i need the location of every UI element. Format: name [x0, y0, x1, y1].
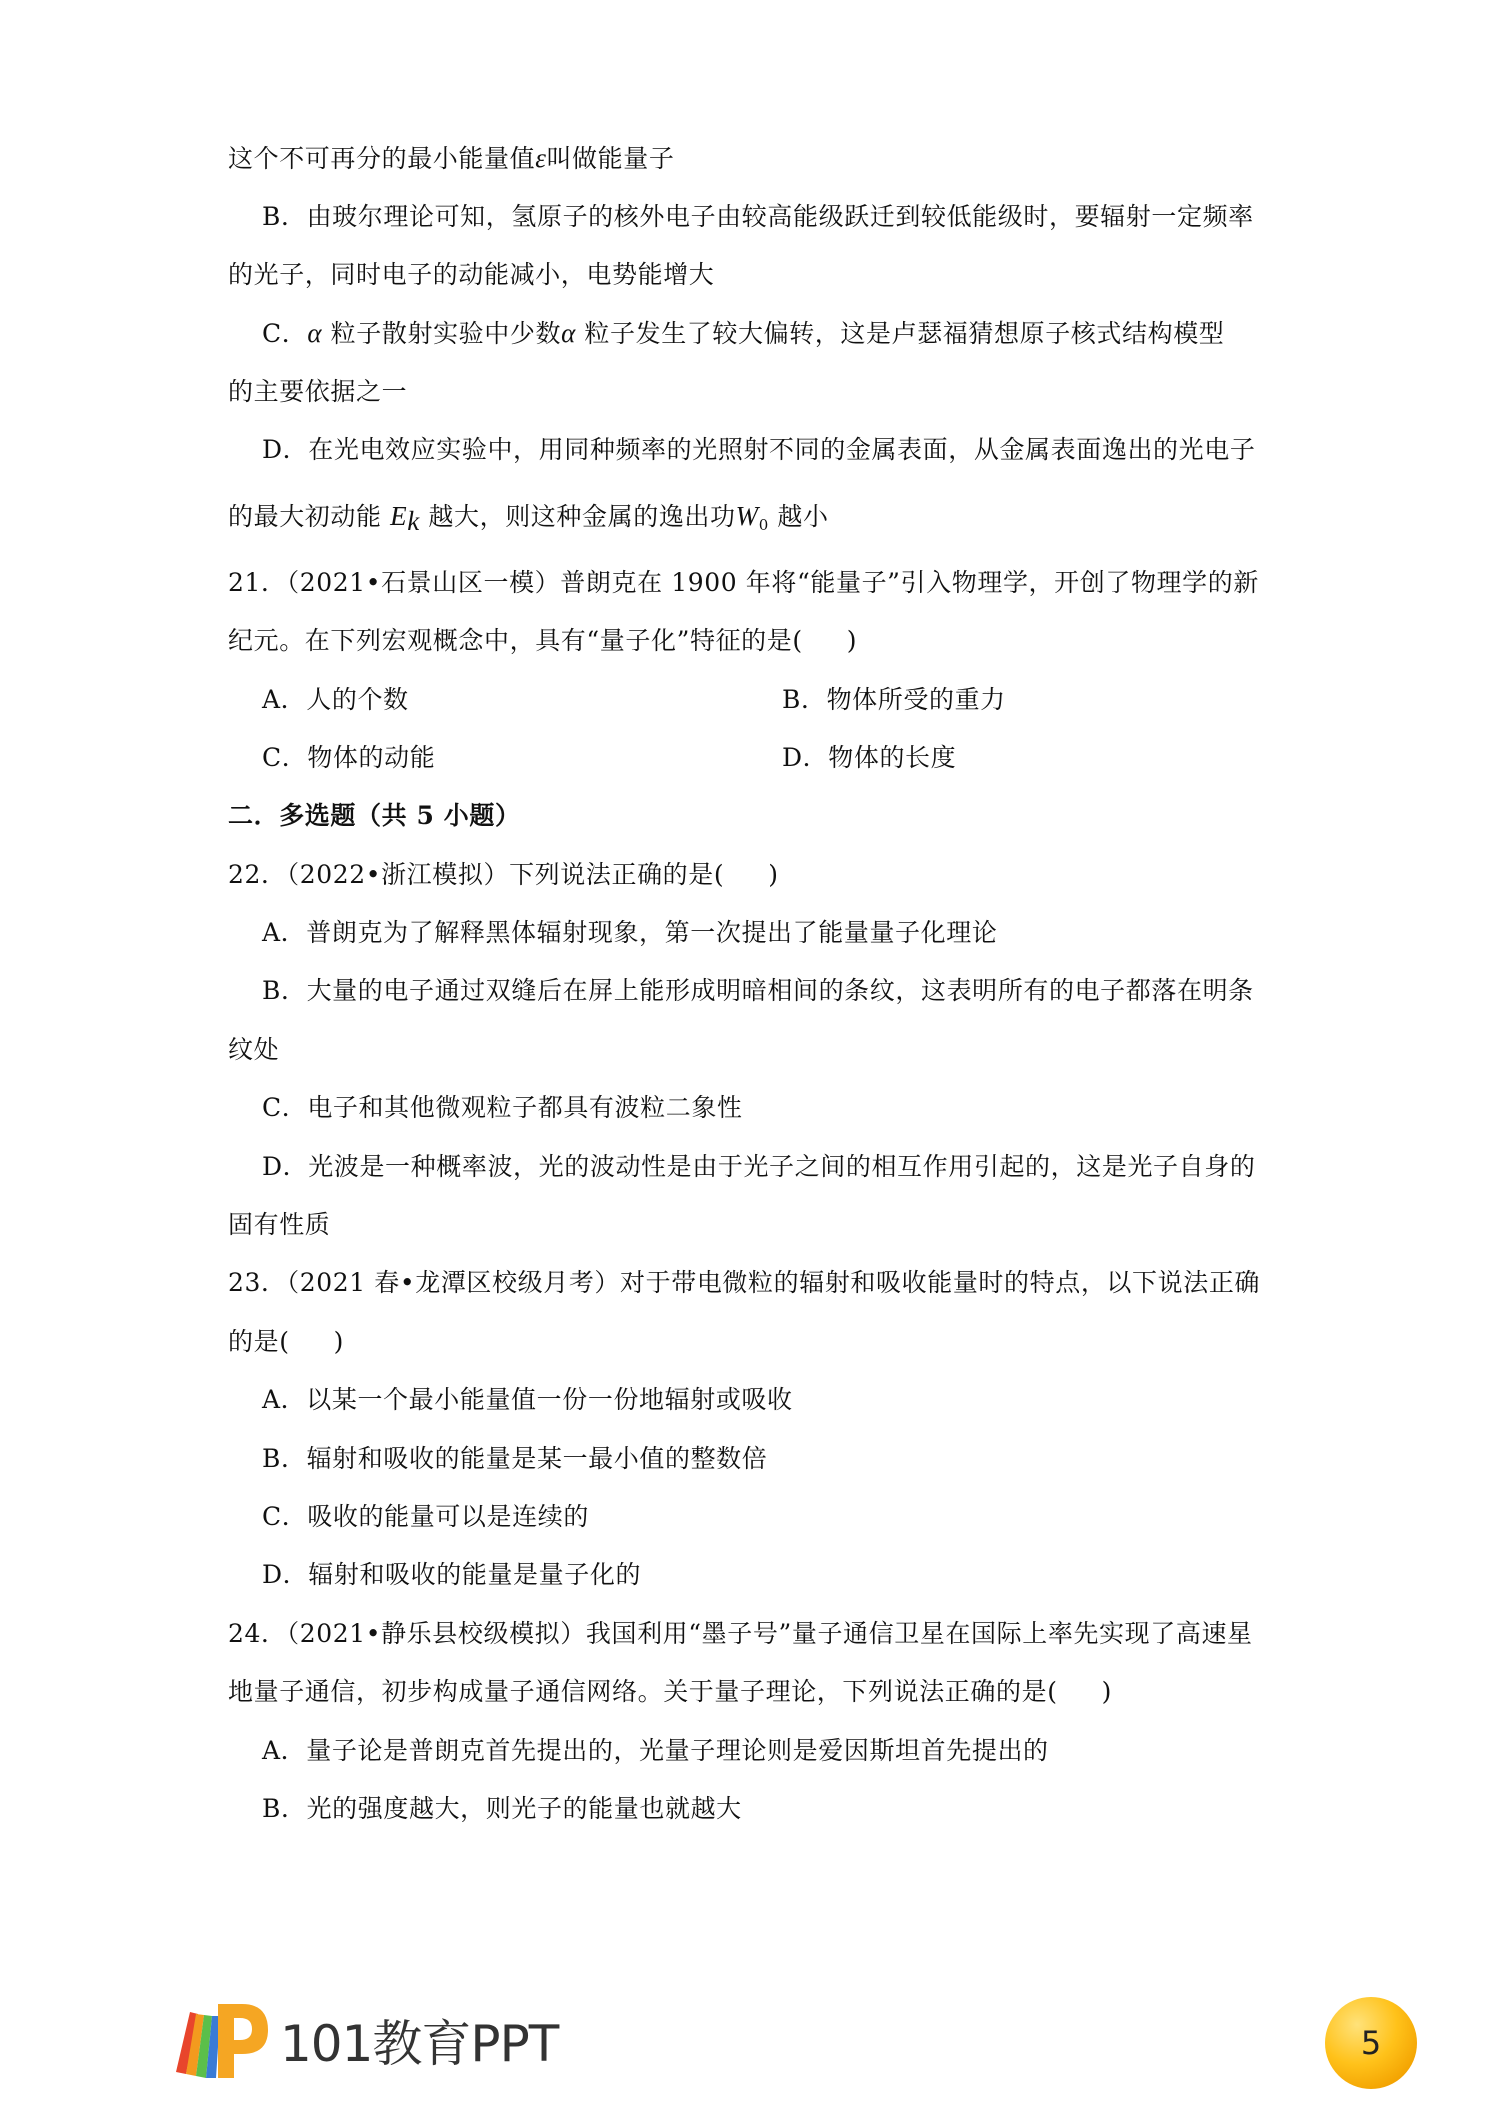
question-23-stem: 的是( ): [228, 1327, 344, 1356]
question-24-stem: 地量子通信，初步构成量子通信网络。关于量子理论，下列说法正确的是( ): [228, 1677, 1112, 1706]
question-21-option-c: C．物体的动能: [262, 743, 436, 772]
question-24-option-b: B．光的强度越大，则光子的能量也就越大: [262, 1794, 742, 1823]
question-22-stem: 22．（2022•浙江模拟）下列说法正确的是( ): [228, 860, 779, 889]
text-line: 这个不可再分的最小能量值ε叫做能量子: [228, 143, 675, 173]
question-22-option-d: D．光波是一种概率波，光的波动性是由于光子之间的相互作用引起的，这是光子自身的: [262, 1152, 1256, 1181]
option-d-line: D．在光电效应实验中，用同种频率的光照射不同的金属表面，从金属表面逸出的光电子: [262, 435, 1256, 464]
page-number-badge: [1325, 1997, 1417, 2089]
section-heading: 二．多选题（共 5 小题）: [228, 801, 521, 830]
question-21-stem: 纪元。在下列宏观概念中，具有“量子化”特征的是( ): [228, 626, 858, 655]
logo-p-icon: [168, 1994, 278, 2084]
option-b-line: B．由玻尔理论可知，氢原子的核外电子由较高能级跃迁到较低能级时，要辐射一定频率: [262, 202, 1254, 231]
question-21-option-b: B．物体所受的重力: [782, 685, 1006, 714]
question-22-option-c: C．电子和其他微观粒子都具有波粒二象性: [262, 1093, 743, 1122]
question-22-option-d-cont: 固有性质: [228, 1210, 331, 1239]
text-line: 的最大初动能 $E_k$ 越大，则这种金属的逸出功$W_0$ 越小: [228, 501, 829, 536]
question-22-option-b-cont: 纹处: [228, 1035, 280, 1064]
text-line: 的主要依据之一: [228, 377, 408, 406]
question-21-option-d: D．物体的长度: [782, 743, 957, 772]
question-23-option-c: C．吸收的能量可以是连续的: [262, 1502, 589, 1531]
text-line: 的光子，同时电子的动能减小，电势能增大: [228, 260, 715, 289]
question-24-stem: 24．（2021•静乐县校级模拟）我国利用“墨子号”量子通信卫星在国际上率先实现了高速星: [228, 1619, 1253, 1648]
logo-text: 101教育PPT: [280, 2015, 559, 2073]
question-24-option-a: A．量子论是普朗克首先提出的，光量子理论则是爱因斯坦首先提出的: [262, 1736, 1049, 1765]
question-23-stem: 23．（2021 春•龙潭区校级月考）对于带电微粒的辐射和吸收能量时的特点，以下说法正确: [228, 1268, 1261, 1297]
question-23-option-b: B．辐射和吸收的能量是某一最小值的整数倍: [262, 1444, 768, 1473]
option-c-line: C．α 粒子散射实验中少数α 粒子发生了较大偏转，这是卢瑟福猜想原子核式结构模型: [262, 318, 1225, 348]
page-number: 5: [1360, 2024, 1382, 2062]
question-21-stem: 21．（2021•石景山区一模）普朗克在 1900 年将“能量子”引入物理学，开创了物理学的新: [228, 568, 1259, 597]
question-22-option-b: B．大量的电子通过双缝后在屏上能形成明暗相间的条纹，这表明所有的电子都落在明条: [262, 976, 1254, 1005]
question-23-option-d: D．辐射和吸收的能量是量子化的: [262, 1560, 642, 1589]
brand-logo: [168, 1994, 559, 2084]
question-23-option-a: A．以某一个最小能量值一份一份地辐射或吸收: [262, 1385, 793, 1414]
question-22-option-a: A．普朗克为了解释黑体辐射现象，第一次提出了能量量子化理论: [262, 918, 998, 947]
question-21-option-a: A．人的个数: [262, 685, 409, 714]
